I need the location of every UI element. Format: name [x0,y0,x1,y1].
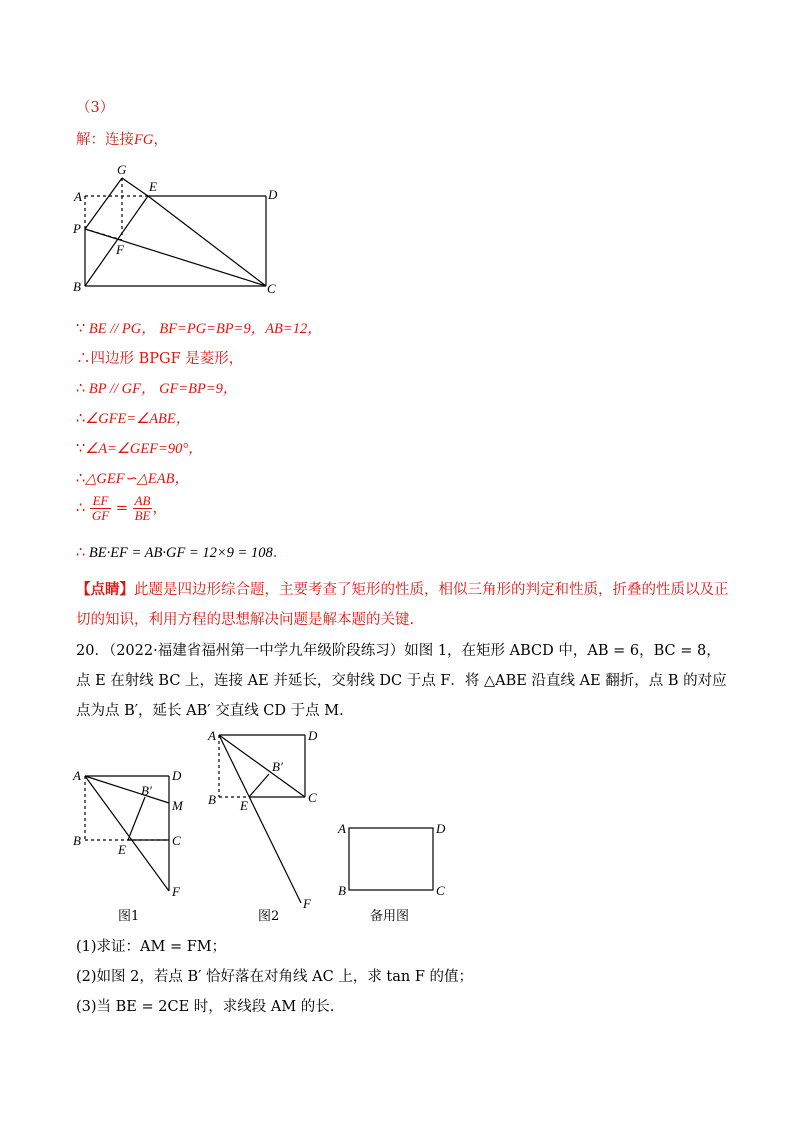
intro-suffix: ， [153,132,168,148]
figure-2 [204,725,334,940]
intro-var: FG [134,132,154,148]
caption-fig1: 图1 [118,909,140,924]
step-symbol: ∴ [76,545,86,561]
step-text: BP // GF， GF=BP=9， [85,381,238,397]
step-text: △GEF∽△EAB， [85,471,189,487]
segment-ge [122,178,148,196]
label-f: F [172,884,180,899]
label-c: C [436,883,445,898]
caption-spare: 备用图 [370,909,410,924]
product-expression: BE·EF = AB·GF = 12×9 = 108 [85,545,273,561]
label-d: D [308,728,318,743]
segment-ec [148,196,266,286]
label-a: A [338,821,346,836]
product-tail: . [272,545,278,561]
label-m: M [172,798,183,813]
step-symbol: ∴ [76,351,91,367]
question-2: (2)如图 2，若点 B′ 恰好落在对角线 AC 上，求 tan F 的值； [76,969,474,985]
comment-tag: 【点睛】 [76,581,134,598]
figure-spare [334,815,454,940]
denominator: GF [91,508,110,523]
segment-am [85,776,169,803]
step-5 [76,437,203,458]
step-symbol: ∴ [76,471,86,487]
step-symbol: ∵ [76,321,86,337]
question-1: (1)求证：AM = FM； [76,939,227,955]
fraction-ab-be [133,494,153,523]
comment-block [76,575,731,635]
step-4 [76,407,190,428]
label-b: B [73,279,81,294]
rectangle-abcd [349,828,433,890]
label-b: B [73,833,81,848]
step-text: BE // PG， BF=PG=BP=9，AB=12， [85,321,322,337]
label-b-prime: B′ [272,759,283,774]
label-c: C [267,281,276,296]
label-a: A [74,189,82,204]
step-text: ∠A=∠GEF=90°， [85,441,203,457]
step-1 [76,317,322,338]
step-text: ∠GFE=∠ABE， [85,411,191,427]
label-f: F [116,242,124,257]
segment-af [219,735,301,903]
figure-rectangle-abcd [60,160,290,300]
step-6 [76,467,189,488]
label-a: A [208,728,216,743]
label-g: G [117,162,127,177]
figure-1 [66,765,196,940]
step-symbol: ∴ [76,411,86,427]
intro-prefix: 解：连接 [76,132,134,148]
segment-ac [219,735,305,797]
label-e: E [118,842,126,857]
step-product [76,545,277,562]
label-b-prime: B′ [141,783,152,798]
label-d: D [436,821,446,836]
caption-fig2: 图2 [258,909,280,924]
segment-af [85,776,169,891]
step-symbol: ∴ [76,500,86,517]
segment-be [85,196,148,286]
solution-intro [76,128,168,149]
fraction-ef-gf [90,494,111,523]
label-b: B [208,792,216,807]
step-ratio [76,494,167,523]
label-b: B [338,883,346,898]
step-text: 四边形 BPGF 是菱形， [90,351,244,367]
step-2 [76,347,243,368]
label-p: P [73,221,81,236]
label-f: F [303,896,311,911]
step-symbol: ∵ [76,441,86,457]
numerator: AB [134,493,151,508]
equals-sign: = [115,500,128,517]
label-e: E [149,179,157,194]
question-3: (3)当 BE = 2CE 时，求线段 AM 的长. [76,999,335,1015]
label-a: A [73,768,81,783]
problem-20-text: 20．（2022·福建省福州第一中学九年级阶段练习）如图 1，在矩形 ABCD 中，AB = 6，BC = 8，点 E 在射线 BC 上，连接 AE 并延长，交射线 DC 于点 F．将 △ABE 沿直线 AE 翻折，点 B 的对应点为点 B′，延长 AB′ 交直线 CD 于点 M. [76,643,727,719]
comment-text: 此题是四边形综合题，主要考查了矩形的性质，相似三角形的判定和性质，折叠的性质以及正切的知识，利用方程的思想解决问题是解本题的关键. [76,582,729,628]
label-c: C [172,833,181,848]
ratio-tail: ， [152,500,167,517]
denominator: BE [134,508,151,523]
label-d: D [172,768,182,783]
numerator: EF [90,494,111,509]
label-e: E [240,798,248,813]
segment-bpe [128,797,145,840]
step-3 [76,377,237,398]
segment-ebp [249,774,269,797]
part-label: （3） [76,100,115,116]
label-c: C [308,790,317,805]
label-d: D [268,187,278,202]
segment-gp [85,178,122,229]
segment-pc [85,229,266,286]
step-symbol: ∴ [76,381,86,397]
